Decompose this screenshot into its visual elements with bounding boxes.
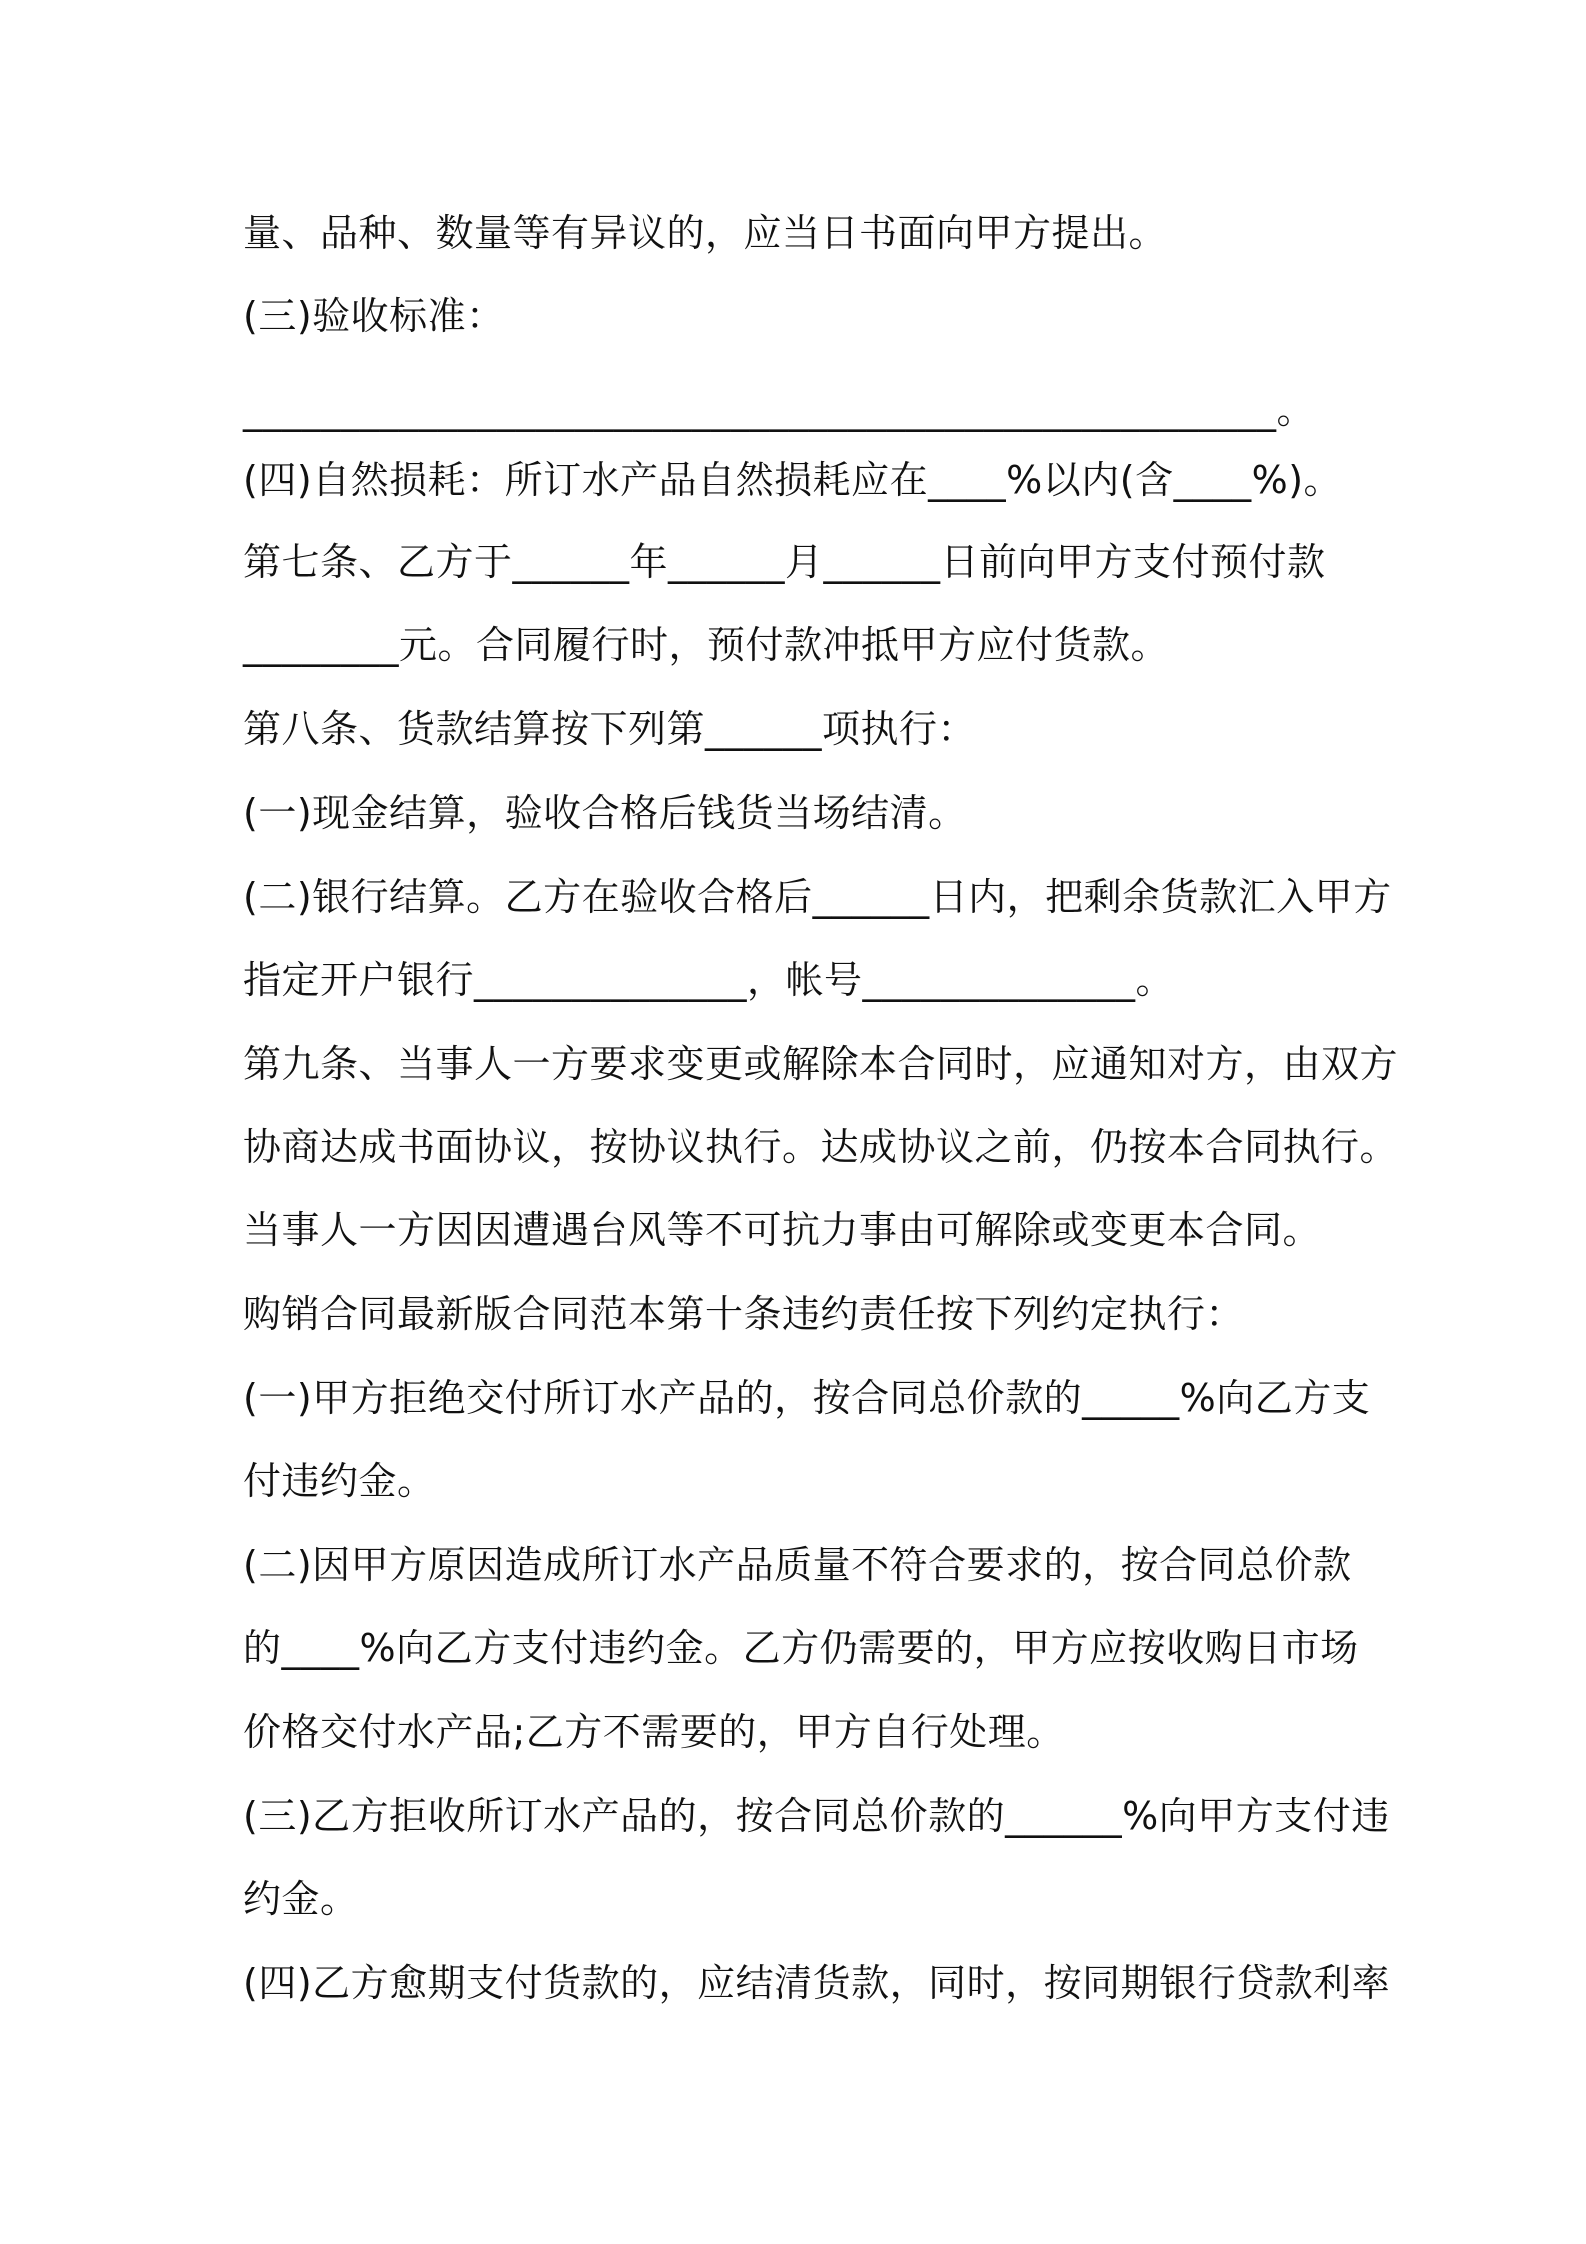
text-line: (二)银行结算。乙方在验收合格后______日内，把剩余货款汇入甲方 bbox=[243, 875, 1392, 919]
text-line: 第七条、乙方于______年______月______日前向甲方支付预付款 bbox=[243, 540, 1326, 584]
text-line: 付违约金。 bbox=[243, 1459, 436, 1503]
text-line: (四)自然损耗：所订水产品自然损耗应在____%以内(含____%)。 bbox=[243, 458, 1343, 502]
text-line: 购销合同最新版合同范本第十条违约责任按下列约定执行： bbox=[243, 1292, 1245, 1336]
text-line: 的____%向乙方支付违约金。乙方仍需要的，甲方应按收购日市场 bbox=[243, 1626, 1359, 1670]
text-line: (三)乙方拒收所订水产品的，按合同总价款的______%向甲方支付违 bbox=[243, 1794, 1390, 1838]
text-line: (一)现金结算，验收合格后钱货当场结清。 bbox=[243, 791, 967, 835]
text-line: 当事人一方因因遭遇台风等不可抗力事由可解除或变更本合同。 bbox=[243, 1208, 1322, 1252]
text-line: ________元。合同履行时，预付款冲抵甲方应付货款。 bbox=[243, 623, 1170, 667]
text-line: 第八条、货款结算按下列第______项执行： bbox=[243, 707, 977, 751]
text-line: (一)甲方拒绝交付所订水产品的，按合同总价款的_____%向乙方支 bbox=[243, 1376, 1371, 1420]
text-line: (三)验收标准： bbox=[243, 294, 505, 338]
text-line: 约金。 bbox=[243, 1877, 359, 1921]
text-line: _____________________________________________________。 bbox=[243, 388, 1316, 432]
text-line: 指定开户银行______________，帐号______________。 bbox=[243, 958, 1175, 1002]
text-line: 量、品种、数量等有异议的，应当日书面向甲方提出。 bbox=[243, 211, 1168, 255]
text-line: (二)因甲方原因造成所订水产品质量不符合要求的，按合同总价款 bbox=[243, 1543, 1352, 1587]
text-line: 价格交付水产品;乙方不需要的，甲方自行处理。 bbox=[243, 1710, 1065, 1754]
text-line: 第九条、当事人一方要求变更或解除本合同时，应通知对方，由双方 bbox=[243, 1042, 1399, 1086]
text-line: 协商达成书面协议，按协议执行。达成协议之前，仍按本合同执行。 bbox=[243, 1125, 1399, 1169]
text-line: (四)乙方愈期支付货款的，应结清货款，同时，按同期银行贷款利率 bbox=[243, 1961, 1391, 2005]
